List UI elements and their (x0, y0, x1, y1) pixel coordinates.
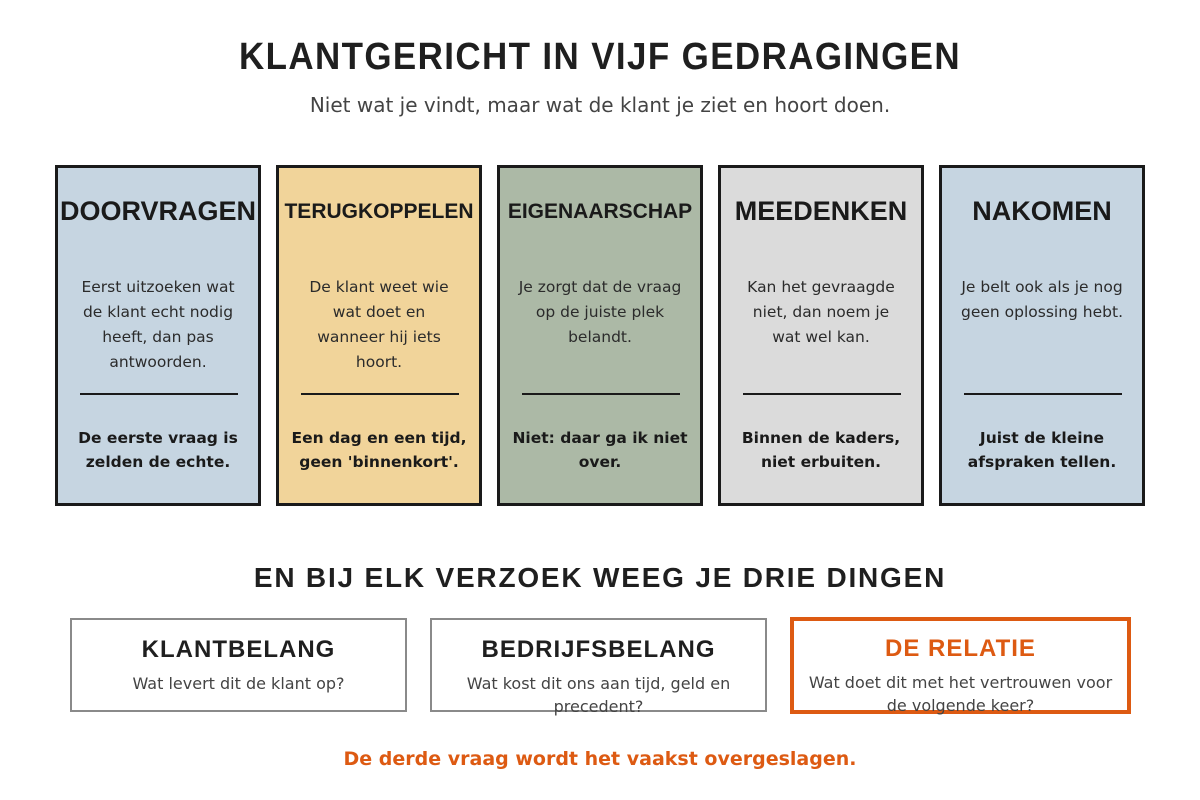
card-description: Eerst uitzoeken wat de klant echt nodig heeft, dan pas antwoorden. (81, 278, 235, 371)
box-description: Wat doet dit met het vertrouwen voor de volgende keer? (808, 673, 1113, 715)
card-title: TERUGKOPPELEN (284, 200, 474, 223)
behavior-card-meedenken (718, 165, 924, 506)
box-title: BEDRIJFSBELANG (481, 636, 716, 663)
behavior-card-doorvragen (55, 165, 261, 506)
card-description: Kan het gevraagde niet, dan noem je wat wel kan. (747, 278, 895, 346)
behavior-card-nakomen (939, 165, 1145, 506)
card-tagline: De eerste vraag is zelden de echte. (78, 429, 238, 471)
footer-note: De derde vraag wordt het vaakst overgeslagen. (343, 748, 857, 770)
weigh-box-de-relatie (790, 617, 1131, 714)
behavior-card-eigenaarschap (497, 165, 703, 506)
card-divider (522, 393, 680, 395)
box-title: DE RELATIE (885, 635, 1036, 662)
card-title: NAKOMEN (972, 196, 1112, 226)
box-description: Wat kost dit ons aan tijd, geld en precedent? (466, 674, 731, 716)
box-description: Wat levert dit de klant op? (132, 674, 345, 693)
card-tagline: Niet: daar ga ik niet over. (512, 429, 688, 471)
behavior-cards (55, 165, 1146, 506)
weigh-box-klantbelang (70, 618, 407, 712)
card-divider (743, 393, 901, 395)
page-subtitle: Niet wat je vindt, maar wat de klant je ziet en hoort doen. (309, 93, 891, 117)
card-title: DOORVRAGEN (59, 196, 257, 226)
card-divider (80, 393, 238, 395)
card-divider (301, 393, 459, 395)
box-title: KLANTBELANG (141, 636, 336, 663)
behavior-card-terugkoppelen (276, 165, 482, 506)
card-tagline: Juist de kleine afspraken tellen. (967, 429, 1117, 471)
card-description: De klant weet wie wat doet en wanneer hij iets hoort. (309, 278, 449, 371)
card-description: Je zorgt dat de vraag op de juiste plek belandt. (518, 278, 682, 346)
card-tagline: Een dag en een tijd, geen 'binnenkort'. (291, 429, 467, 471)
card-divider (964, 393, 1122, 395)
card-title: MEEDENKEN (734, 196, 908, 226)
card-description: Je belt ook als je nog geen oplossing hebt. (960, 278, 1124, 321)
page-title: KLANTGERICHT IN VIJF GEDRAGINGEN (238, 36, 962, 78)
weigh-section-title: EN BIJ ELK VERZOEK WEEG JE DRIE DINGEN (253, 562, 947, 593)
card-tagline: Binnen de kaders, niet erbuiten. (741, 429, 901, 471)
card-title: EIGENAARSCHAP (507, 200, 693, 223)
weigh-box-bedrijfsbelang (430, 618, 767, 716)
